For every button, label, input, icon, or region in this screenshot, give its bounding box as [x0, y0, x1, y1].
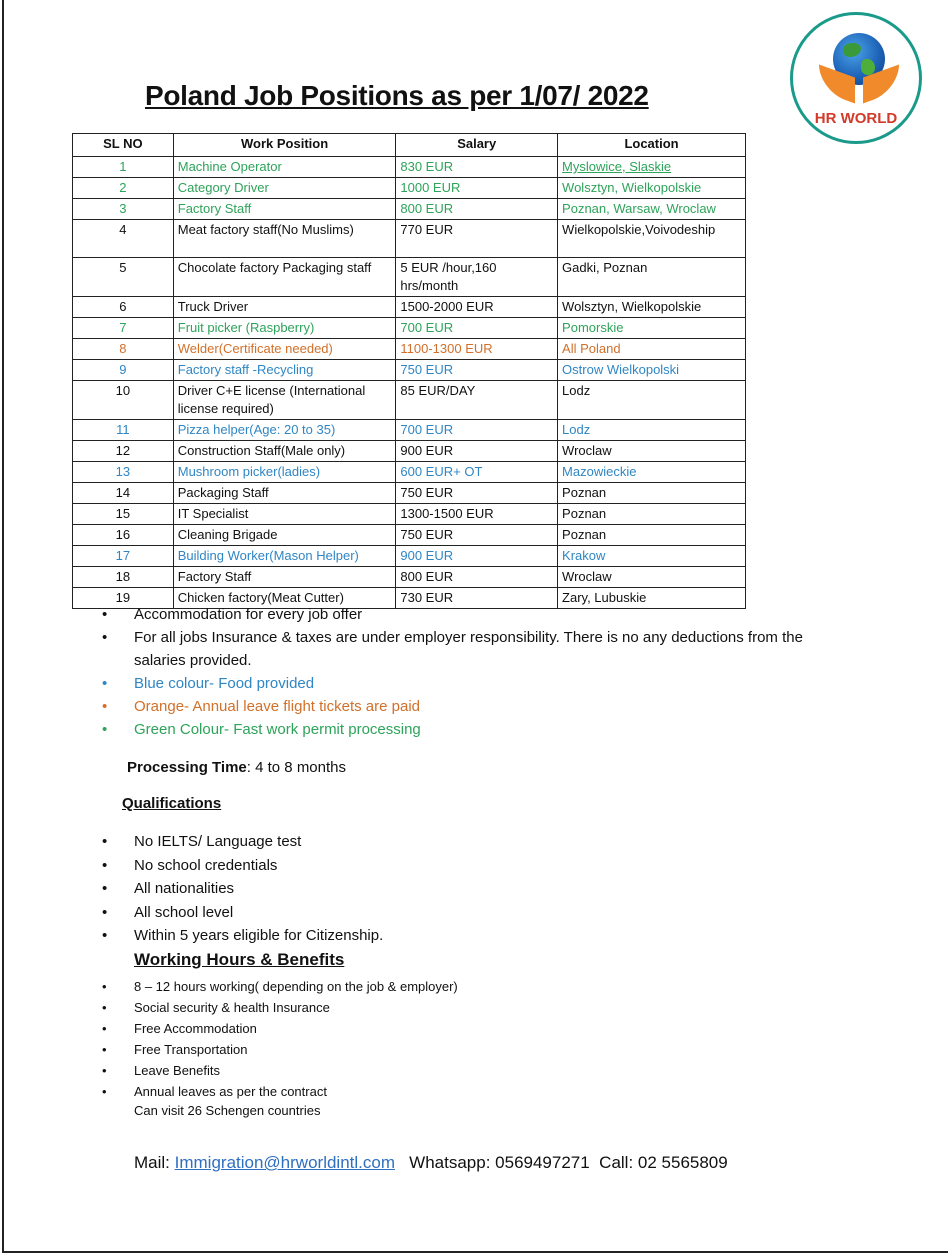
row-location: Lodz — [558, 420, 746, 441]
row-location: Wolsztyn, Wielkopolskie — [558, 297, 746, 318]
hr-world-logo — [790, 12, 922, 144]
header-salary: Salary — [396, 134, 558, 157]
table-row — [73, 420, 746, 441]
benefit-item: • 8 – 12 hours working( depending on the job & employer) — [72, 976, 772, 997]
row-salary: 1100-1300 EUR — [396, 339, 558, 360]
row-work-position: Fruit picker (Raspberry) — [173, 318, 396, 339]
processing-time-value: : 4 to 8 months — [246, 759, 347, 776]
row-sl-no: 14 — [73, 483, 174, 504]
row-location: Wroclaw — [558, 567, 746, 588]
row-sl-no: 12 — [73, 441, 174, 462]
row-salary: 1300-1500 EUR — [396, 504, 558, 525]
row-salary: 750 EUR — [396, 483, 558, 504]
table-row — [73, 567, 746, 588]
table-row — [73, 504, 746, 525]
row-location: Mazowieckie — [558, 462, 746, 483]
qualification-item: • All nationalities — [72, 877, 772, 901]
row-work-position: Driver C+E license (International license required) — [173, 381, 396, 420]
qualifications-heading: Qualifications — [122, 795, 222, 812]
benefit-item: • Leave Benefits — [72, 1060, 772, 1081]
table-row — [73, 157, 746, 178]
row-location: Poznan — [558, 483, 746, 504]
email-link[interactable]: Immigration@hrworldintl.com — [174, 1153, 395, 1172]
table-row — [73, 525, 746, 546]
table-row — [73, 483, 746, 504]
row-work-position: Cleaning Brigade — [173, 525, 396, 546]
row-work-position: Building Worker(Mason Helper) — [173, 546, 396, 567]
row-work-position: Welder(Certificate needed) — [173, 339, 396, 360]
processing-time — [127, 759, 346, 776]
row-work-position: Category Driver — [173, 178, 396, 199]
qualification-item: • All school level — [72, 901, 772, 925]
schengen-note: Can visit 26 Schengen countries — [134, 1103, 321, 1118]
row-work-position: Factory Staff — [173, 567, 396, 588]
table-row — [73, 339, 746, 360]
row-location: Zary, Lubuskie — [558, 588, 746, 609]
row-salary: 730 EUR — [396, 588, 558, 609]
row-location: Poznan — [558, 504, 746, 525]
benefits-list — [72, 976, 772, 1102]
whatsapp-text: Whatsapp: 0569497271 — [409, 1153, 590, 1172]
row-salary: 770 EUR — [396, 220, 558, 258]
note-item: • Orange- Annual leave flight tickets are paid — [72, 695, 852, 718]
row-salary: 900 EUR — [396, 441, 558, 462]
row-salary: 600 EUR+ OT — [396, 462, 558, 483]
table-row — [73, 220, 746, 258]
row-work-position: Factory Staff — [173, 199, 396, 220]
benefit-item: • Social security & health Insurance — [72, 997, 772, 1018]
jobs-table — [72, 133, 746, 609]
table-row — [73, 199, 746, 220]
row-sl-no: 4 — [73, 220, 174, 258]
row-salary: 700 EUR — [396, 420, 558, 441]
note-item: • For all jobs Insurance & taxes are under employer responsibility. There is no any deductions from the salaries provided. — [72, 626, 852, 672]
call-text: Call: 02 5565809 — [599, 1153, 728, 1172]
qualification-item: • Within 5 years eligible for Citizenship. — [72, 924, 772, 948]
row-sl-no: 18 — [73, 567, 174, 588]
qualification-item: • No school credentials — [72, 854, 772, 878]
row-location: Poznan — [558, 525, 746, 546]
contact-line — [134, 1153, 728, 1173]
benefit-item: • Free Accommodation — [72, 1018, 772, 1039]
row-sl-no: 3 — [73, 199, 174, 220]
benefit-item: • Annual leaves as per the contract — [72, 1081, 772, 1102]
row-location: Lodz — [558, 381, 746, 420]
row-location: Poznan, Warsaw, Wroclaw — [558, 199, 746, 220]
row-work-position: Pizza helper(Age: 20 to 35) — [173, 420, 396, 441]
row-salary: 1500-2000 EUR — [396, 297, 558, 318]
working-hours-heading: Working Hours & Benefits — [134, 950, 345, 969]
qualification-item: • No IELTS/ Language test — [72, 830, 772, 854]
row-sl-no: 19 — [73, 588, 174, 609]
row-sl-no: 13 — [73, 462, 174, 483]
mail-label: Mail: — [134, 1153, 175, 1172]
table-row — [73, 318, 746, 339]
table-row — [73, 462, 746, 483]
row-salary: 700 EUR — [396, 318, 558, 339]
row-sl-no: 2 — [73, 178, 174, 199]
row-work-position: Construction Staff(Male only) — [173, 441, 396, 462]
row-salary: 800 EUR — [396, 567, 558, 588]
note-item: • Blue colour- Food provided — [72, 672, 852, 695]
table-row — [73, 360, 746, 381]
table-row — [73, 381, 746, 420]
header-location: Location — [558, 134, 746, 157]
row-salary: 900 EUR — [396, 546, 558, 567]
row-sl-no: 8 — [73, 339, 174, 360]
row-sl-no: 7 — [73, 318, 174, 339]
row-location: Wielkopolskie,Voivodeship — [558, 220, 746, 258]
row-sl-no: 10 — [73, 381, 174, 420]
row-work-position: Truck Driver — [173, 297, 396, 318]
row-sl-no: 9 — [73, 360, 174, 381]
row-sl-no: 17 — [73, 546, 174, 567]
row-work-position: Packaging Staff — [173, 483, 396, 504]
row-location: Ostrow Wielkopolski — [558, 360, 746, 381]
note-item: • Green Colour- Fast work permit processing — [72, 718, 852, 741]
table-row — [73, 297, 746, 318]
row-work-position: Chocolate factory Packaging staff — [173, 258, 396, 297]
note-item: • Accommodation for every job offer — [72, 603, 852, 626]
row-sl-no: 6 — [73, 297, 174, 318]
notes-list — [72, 603, 852, 741]
table-header-row — [73, 134, 746, 157]
table-row — [73, 178, 746, 199]
row-location: Wroclaw — [558, 441, 746, 462]
row-salary: 800 EUR — [396, 199, 558, 220]
row-work-position: Mushroom picker(ladies) — [173, 462, 396, 483]
row-work-position: Meat factory staff(No Muslims) — [173, 220, 396, 258]
row-salary: 750 EUR — [396, 360, 558, 381]
benefit-item: • Free Transportation — [72, 1039, 772, 1060]
header-sl-no: SL NO — [73, 134, 174, 157]
table-row — [73, 441, 746, 462]
row-salary: 1000 EUR — [396, 178, 558, 199]
row-work-position: Chicken factory(Meat Cutter) — [173, 588, 396, 609]
row-location: Krakow — [558, 546, 746, 567]
row-work-position: Factory staff -Recycling — [173, 360, 396, 381]
row-salary: 830 EUR — [396, 157, 558, 178]
page-title: Poland Job Positions as per 1/07/ 2022 — [145, 80, 649, 111]
table-row — [73, 258, 746, 297]
header-work-position: Work Position — [173, 134, 396, 157]
row-sl-no: 5 — [73, 258, 174, 297]
qualifications-list — [72, 830, 772, 948]
row-sl-no: 15 — [73, 504, 174, 525]
logo-brand-text: HR WORLD — [814, 110, 898, 127]
row-sl-no: 16 — [73, 525, 174, 546]
row-sl-no: 1 — [73, 157, 174, 178]
row-work-position: Machine Operator — [173, 157, 396, 178]
row-location: All Poland — [558, 339, 746, 360]
row-salary: 85 EUR/DAY — [396, 381, 558, 420]
row-work-position: IT Specialist — [173, 504, 396, 525]
row-sl-no: 11 — [73, 420, 174, 441]
row-salary: 5 EUR /hour,160 hrs/month — [396, 258, 558, 297]
row-location: Gadki, Poznan — [558, 258, 746, 297]
processing-time-label: Processing Time — [127, 759, 247, 776]
table-row — [73, 546, 746, 567]
row-location: Myslowice, Slaskie — [558, 157, 746, 178]
row-salary: 750 EUR — [396, 525, 558, 546]
row-location: Wolsztyn, Wielkopolskie — [558, 178, 746, 199]
row-location: Pomorskie — [558, 318, 746, 339]
